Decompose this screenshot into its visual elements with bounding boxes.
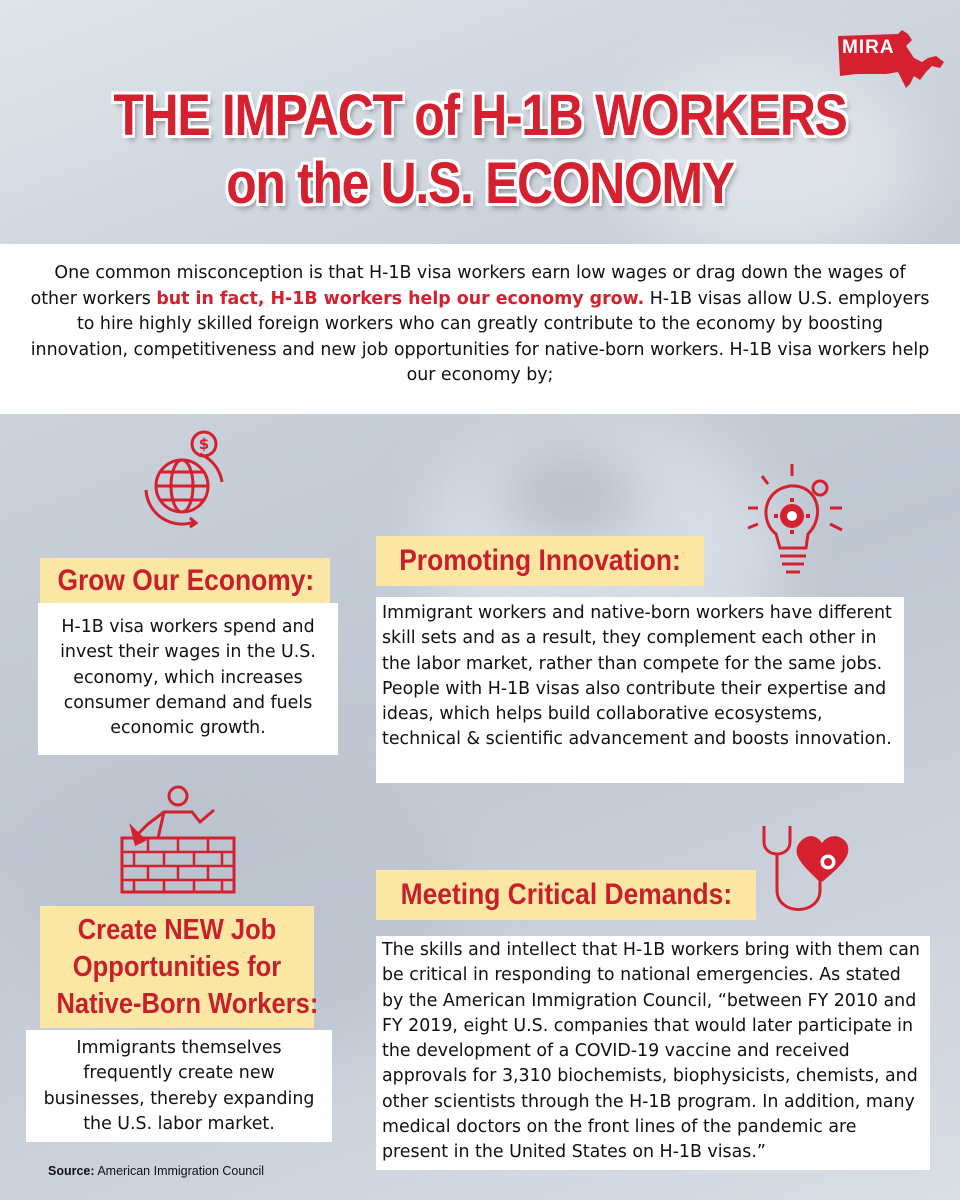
source-note — [48, 1164, 264, 1178]
lightbulb-gear-icon — [746, 462, 850, 580]
source-label: Source: — [48, 1164, 95, 1178]
globe-dollar-icon — [138, 428, 234, 528]
title-line-1: THE IMPACT of H-1B WORKERS — [113, 83, 847, 148]
card-text: H-1B visa workers spend and invest their wages in the U.S. economy, which increases consumer demand and fuels economic growth. — [60, 617, 316, 739]
heading-meeting-demands: Meeting Critical Demands: — [376, 870, 756, 920]
logo-text: MIRA — [842, 37, 895, 58]
card-create-jobs — [26, 1030, 332, 1142]
card-text: The skills and intellect that H-1B workers bring with them can be critical in responding to national emergencies. As stated by the American Immigration Council, “between FY 2010 and FY 2019, eight U.S. companies that would later participate in the development of a COVID-19 vaccine and received approvals for 3,310 biochemists, biophysicists, chemists, and other scientists through the H-1B program. In addition, many medical doctors on the front lines of the pandemic are present in the United States on H-1B visas.” — [382, 940, 920, 1163]
background-blur — [500, 450, 640, 540]
heading-create-jobs: Create NEW Job Opportunities for Native-Born Workers: — [40, 906, 314, 1028]
heading-promoting-innovation: Promoting Innovation: — [376, 536, 704, 586]
intro-text-2: H-1B visas allow U.S. employers to hire highly skilled foreign workers who can greatly contribute to the economy by boosting innovation, competitiveness and new job opportunities for native-born workers. H-1B visa workers help our economy by; — [30, 288, 930, 385]
card-text: Immigrants themselves frequently create new businesses, thereby expanding the U.S. labor market. — [43, 1038, 315, 1134]
bricklayer-icon — [118, 782, 238, 894]
intro-highlight: but in fact, H-1B workers help our economy grow. — [156, 288, 645, 309]
card-promoting-innovation — [376, 597, 904, 783]
title-line-2: on the U.S. ECONOMY — [226, 151, 734, 216]
stethoscope-heart-icon — [760, 824, 856, 920]
source-value: American Immigration Council — [94, 1164, 265, 1178]
intro-panel — [0, 244, 960, 414]
card-text: Immigrant workers and native-born workers have different skill sets and as a result, they complement each other in the labor market, rather than compete for the same jobs. People with H-1B visas also contribute their expertise and ideas, which helps build collaborative ecosystems, technical & scientific advancement and boosts innovation. — [382, 603, 892, 750]
page-title — [67, 82, 893, 218]
svg-text:$: $ — [198, 435, 210, 453]
card-grow-economy — [38, 603, 338, 755]
card-meeting-demands — [376, 936, 930, 1170]
intro-text: One common misconception is that H-1B visa workers earn low wages or drag down the wages of other workers — [30, 263, 906, 309]
heading-grow-economy: Grow Our Economy: — [40, 558, 330, 604]
